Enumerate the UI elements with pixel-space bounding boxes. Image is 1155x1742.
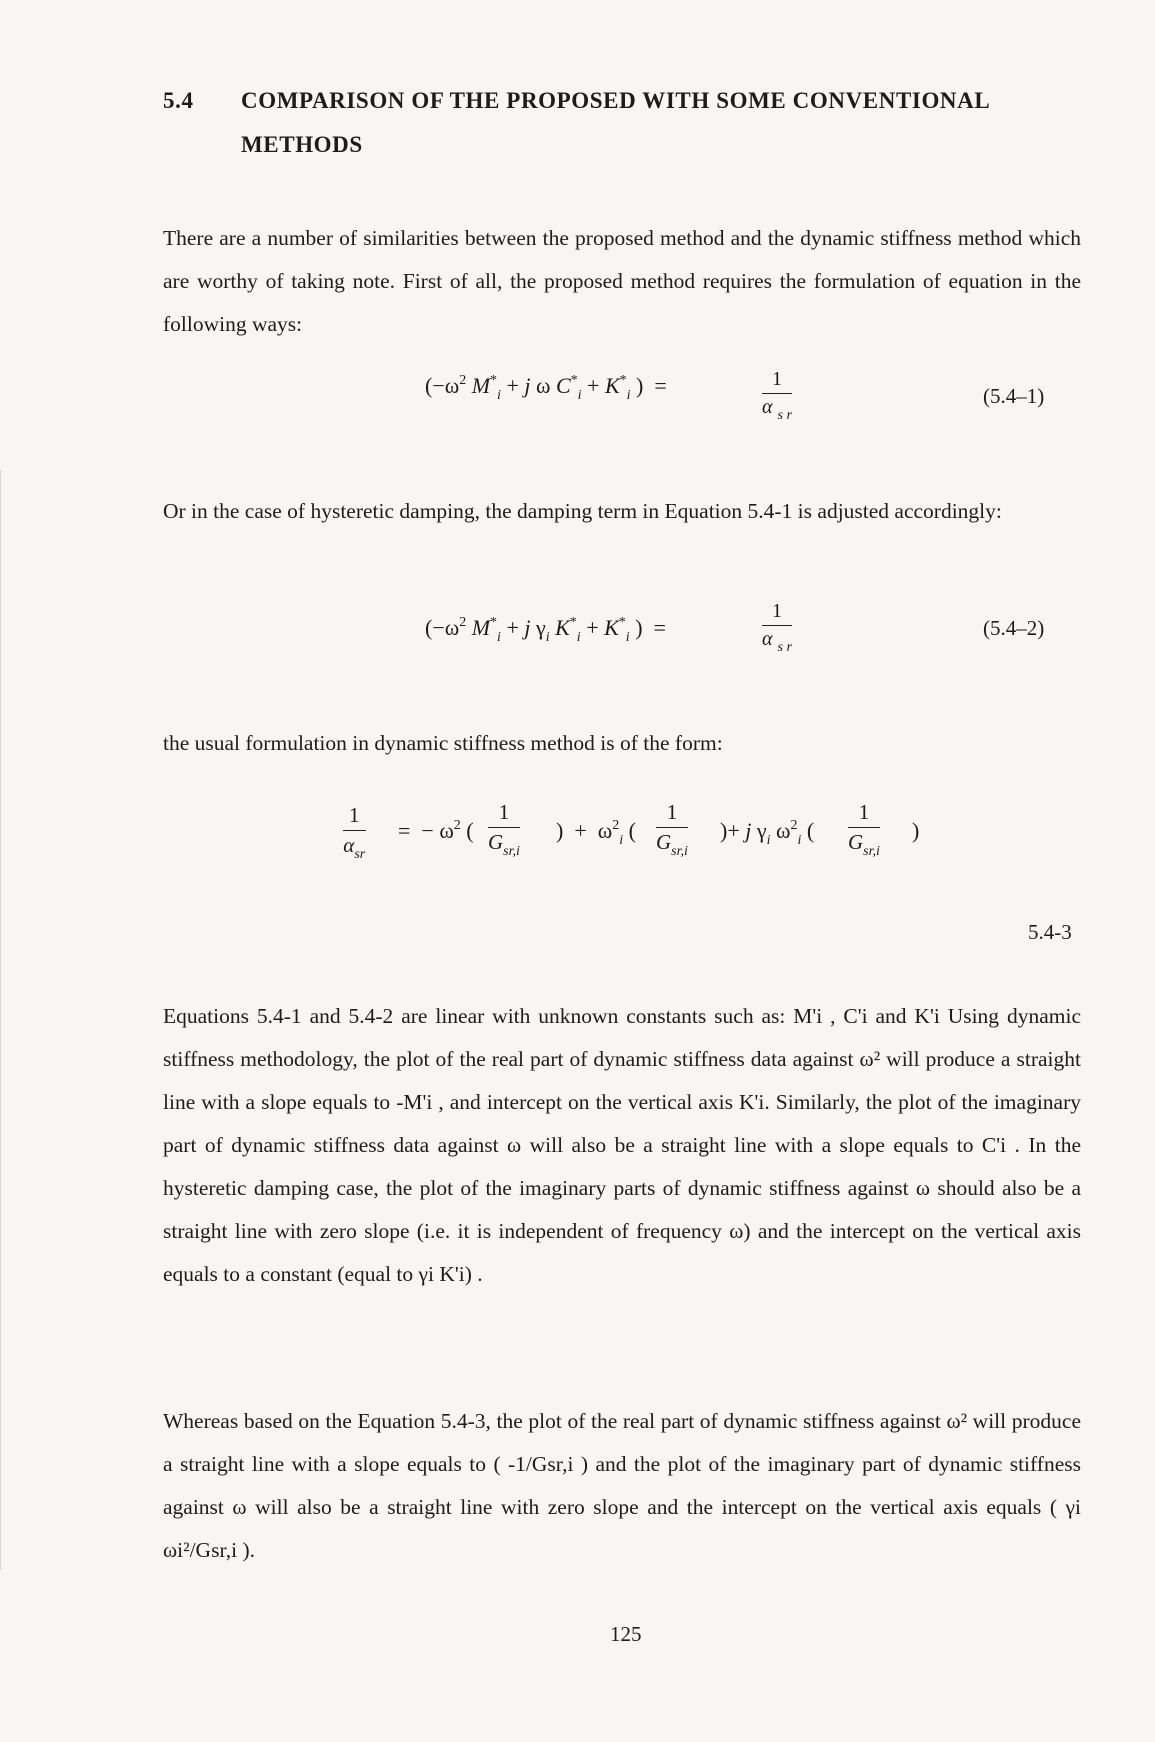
- equation-label-5-4-2: (5.4–2): [983, 616, 1045, 640]
- equation-5-4-3-lhs: 1 $\alpha_{sr}$: [343, 803, 366, 862]
- equation-5-4-3-frac1: 1 $G_{sr,i}$: [488, 800, 520, 859]
- equation-5-4-1-fraction: $\frac{1}{\alpha _{s r}}$: [762, 368, 792, 423]
- equation-5-4-3-term3: )+ j $\gamma_i$ $\omega^2_i$ (: [720, 818, 815, 848]
- scan-edge-line: [0, 470, 1, 1570]
- equation-5-4-3-close: ): [912, 818, 920, 843]
- paragraph-4: Equations 5.4-1 and 5.4-2 are linear with unknown constants such as: M'i , C'i and K'i Using dynamic stiffness methodology, the plot of the real part of dynamic stiffness data against ω² will produce a straight line with a slope equals to -M'i , and intercept on the vertical axis K'i. Similarly, the plot of the imaginary part of dynamic stiffness data against ω will also be a straight line with a slope equals to C'i . In the hysteretic damping case, the plot of the imaginary parts of dynamic stiffness against ω should also be a straight line with zero slope (i.e. it is independent of frequency ω) and the intercept on the vertical axis equals to a constant (equal to γi K'i) .: [163, 1004, 1081, 1286]
- equation-5-4-3-frac3: 1 $G_{sr,i}$: [848, 800, 880, 859]
- page-number: 125: [610, 1622, 642, 1646]
- equation-label-5-4-3: 5.4-3: [1028, 920, 1072, 944]
- section-title-line2: METHODS: [241, 132, 363, 157]
- paragraph-2: Or in the case of hysteretic damping, the damping term in Equation 5.4-1 is adjusted accordingly:: [163, 499, 1002, 523]
- equation-5-4-3-term2: ) + $\omega^2_i$ (: [556, 818, 636, 848]
- paragraph-1: There are a number of similarities between the proposed method and the dynamic stiffness method which are worthy of taking note. First of all, the proposed method requires the formulation of equation in the following ways:: [163, 226, 1081, 336]
- equation-5-4-2: ($-\omega^2$ $M^*_i + j$ $\gamma_i$ $K^*_i + K^*_i$ ) =: [425, 615, 666, 645]
- section-number: 5.4: [163, 88, 194, 113]
- paragraph-3: the usual formulation in dynamic stiffness method is of the form:: [163, 731, 723, 755]
- section-title-line1: COMPARISON OF THE PROPOSED WITH SOME CONVENTIONAL: [241, 88, 991, 113]
- equation-5-4-3-frac2: 1 $G_{sr,i}$: [656, 800, 688, 859]
- paragraph-5: Whereas based on the Equation 5.4-3, the plot of the real part of dynamic stiffness against ω² will produce a straight line with a slope equals to ( -1/Gsr,i ) and the plot of the imaginary part of dynamic stiffness against ω will also be a straight line with zero slope and the intercept on the vertical axis equals ( γi ωi²/Gsr,i ).: [163, 1409, 1081, 1562]
- equation-5-4-3-term1: = − $\omega^2$ (: [398, 818, 474, 843]
- equation-5-4-1: ($-\omega^2$ $M^*_i + j$ ω $C^*_i + K^*_i$ ) =: [425, 373, 667, 403]
- equation-label-5-4-1: (5.4–1): [983, 384, 1045, 408]
- equation-5-4-2-fraction: $\frac{1}{\alpha _{s r}}$: [762, 600, 792, 655]
